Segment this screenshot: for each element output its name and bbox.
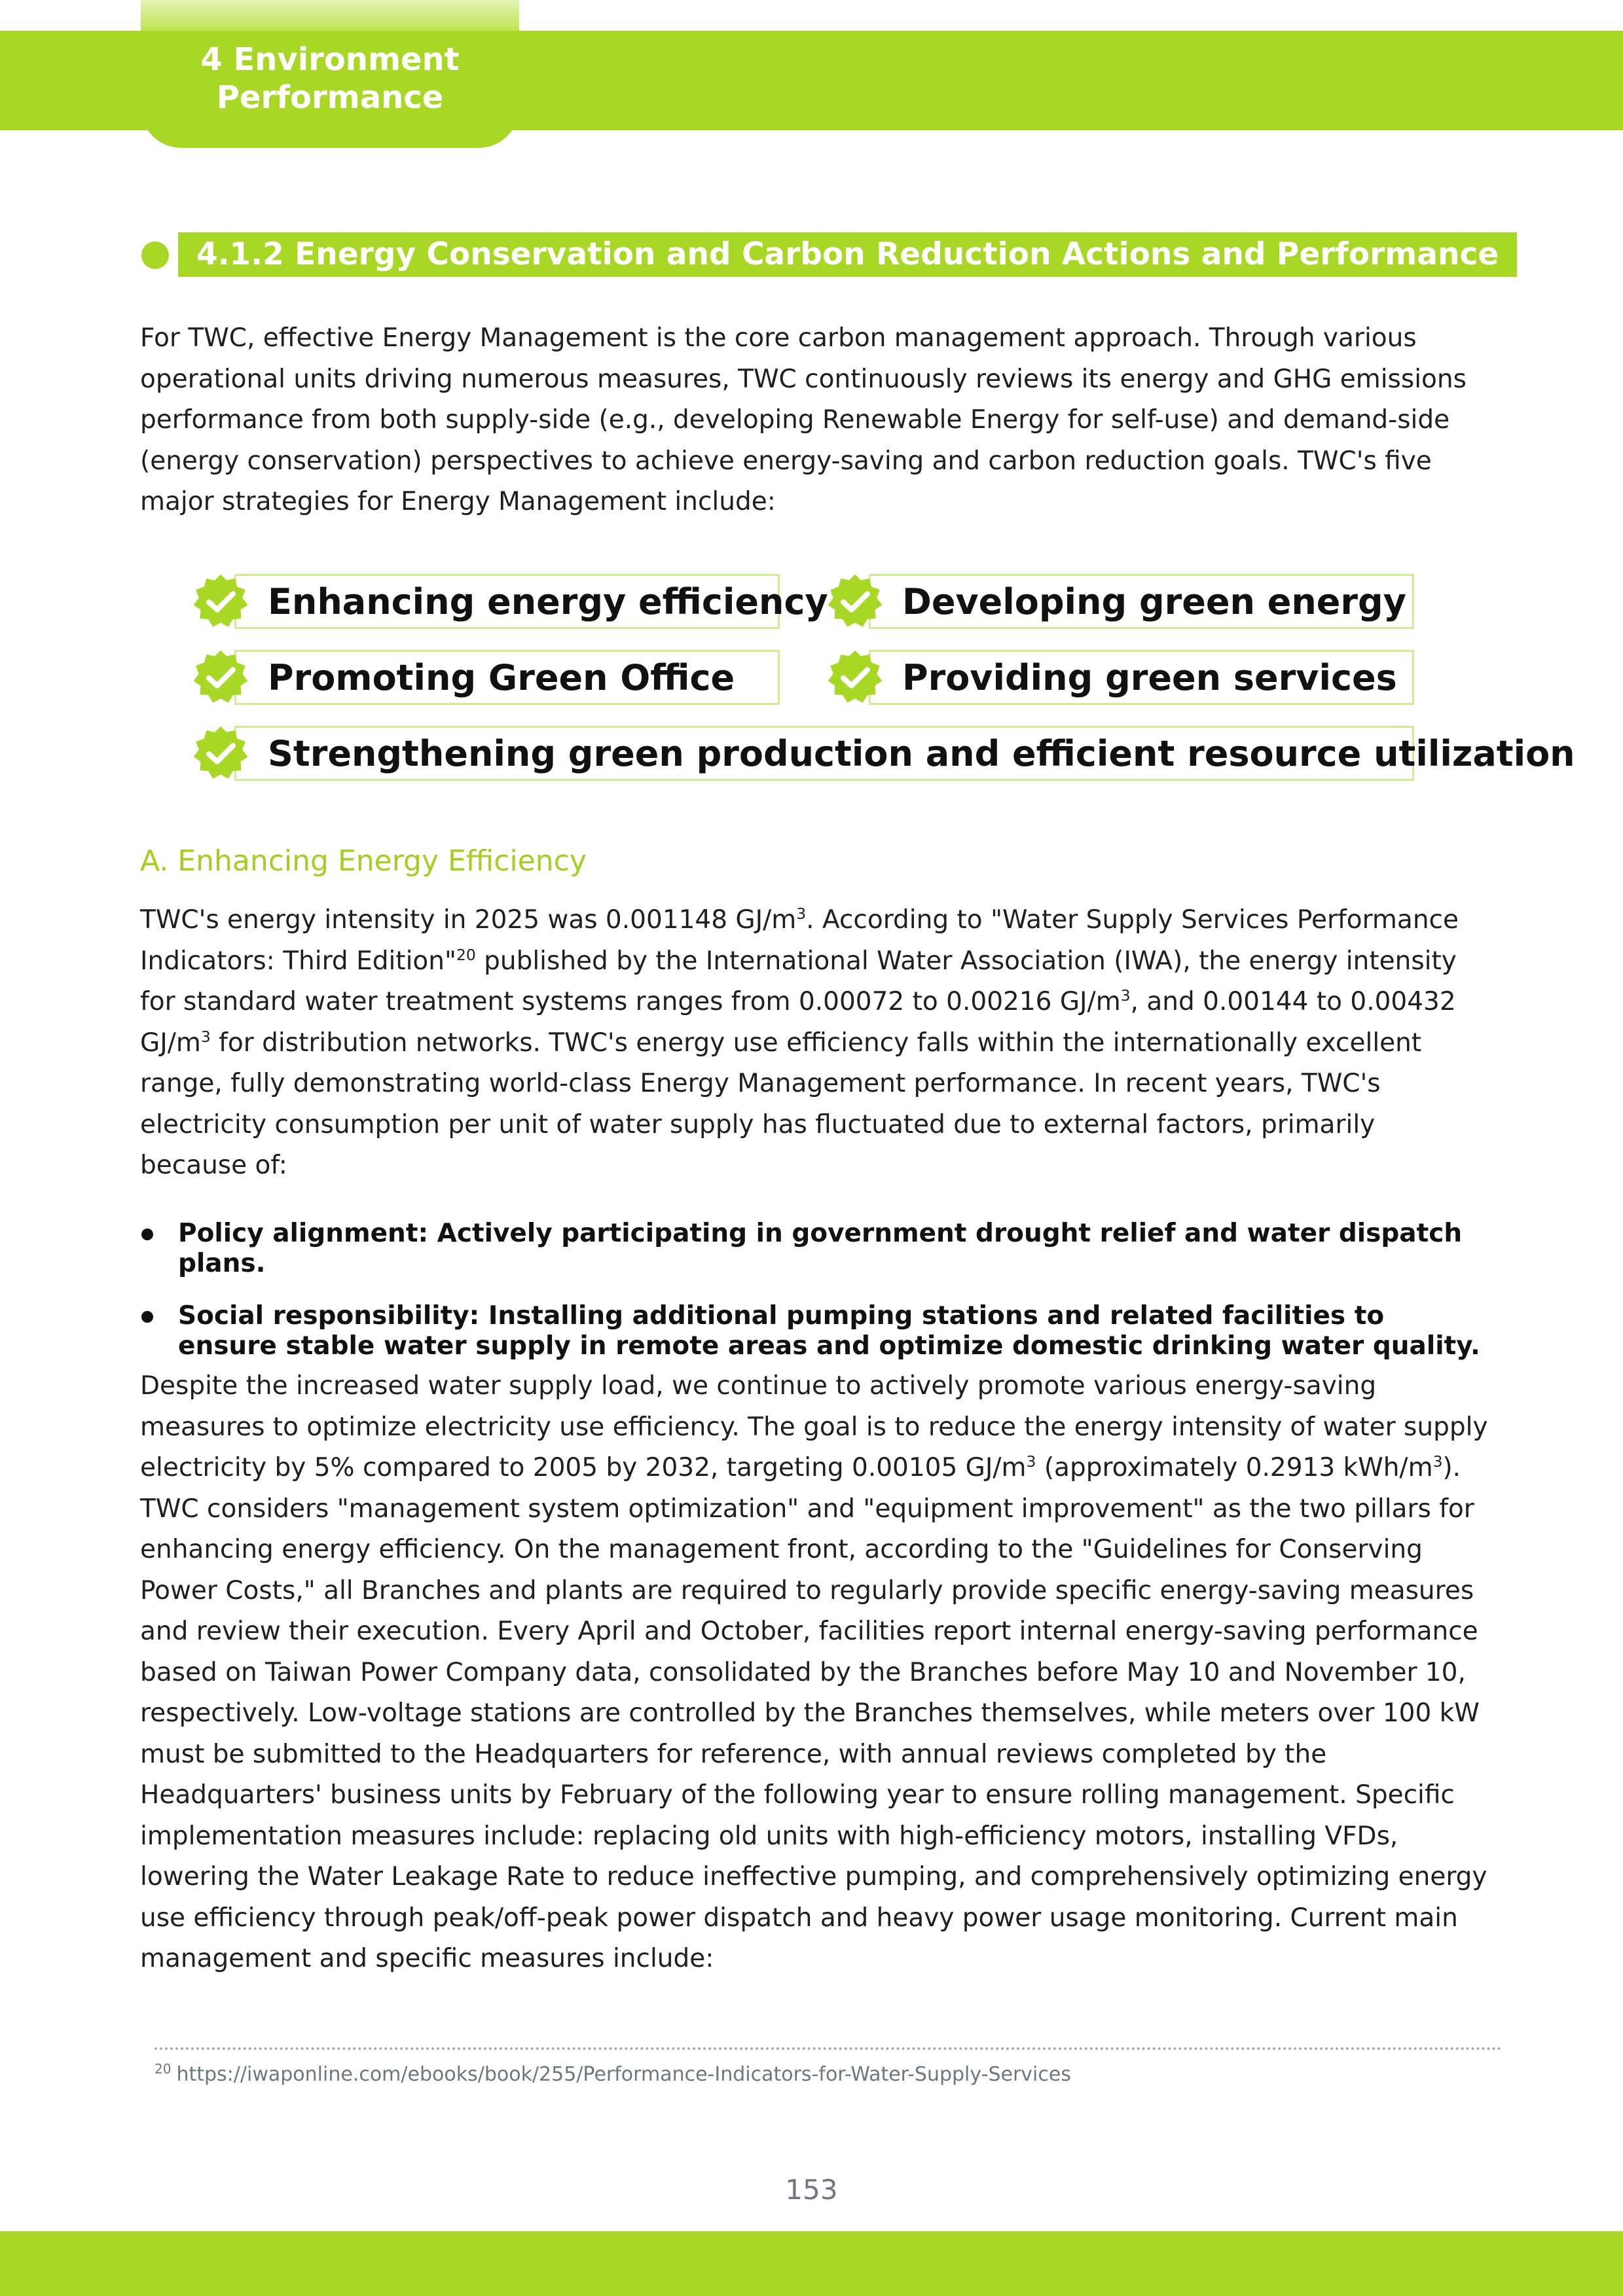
- chapter-title-line-2: Performance: [216, 79, 444, 116]
- chapter-tab-shade: [141, 0, 519, 31]
- bullet-text: Policy alignment: Actively participating in government drought relief and water dispatch plans.: [178, 1219, 1463, 1278]
- list-item: [140, 1219, 1489, 1279]
- energy-intensity-paragraph: [140, 900, 1489, 1187]
- bullet-dot: [141, 1311, 153, 1323]
- superscript: 3: [1432, 1452, 1443, 1471]
- section-heading: 4.1.2 Energy Conservation and Carbon Reduction Actions and Performance: [178, 232, 1517, 277]
- text-run: for distribution networks. TWC's energy use efficiency falls within the internationally excellent range, fully demonstrating world-class Energy Management performance. In recent years, TWC's electricity consumption per unit of water supply has fluctuated due to external factors, primarily because of:: [140, 1028, 1422, 1180]
- check-badge-icon: [826, 572, 884, 631]
- strategy-label: Promoting Green Office: [268, 657, 735, 698]
- bullet-list: [140, 1219, 1489, 1361]
- footnote-divider: [155, 2047, 1502, 2050]
- text-run: TWC's energy intensity in 2025 was 0.001148 GJ/m: [140, 905, 797, 935]
- strategy-box: [234, 726, 1575, 781]
- check-badge-icon: [826, 648, 884, 707]
- strategy-box: [869, 574, 1414, 629]
- check-badge-icon: [191, 724, 250, 783]
- intro-paragraph: For TWC, effective Energy Management is the core carbon management approach. Through various operational units driving numerous measures, TWC continuously reviews its energy and GHG emissions performance from both supply-side (e.g., developing Renewable Energy for self-use) and demand-side (energy conservation) perspectives to achieve energy-saving and carbon reduction goals. TWC's five major strategies for Energy Management include:: [140, 323, 1467, 516]
- strategy-label: Enhancing energy efficiency: [268, 581, 828, 622]
- strategy-box: [234, 574, 828, 629]
- bullet-dot: [141, 1229, 153, 1240]
- chapter-title: [141, 41, 519, 117]
- footnote: [155, 2062, 1071, 2088]
- check-badge-icon: [191, 572, 250, 631]
- text-run: Despite the increased water supply load, we continue to actively promote various energy-saving measures to optimize electricity use efficiency. The goal is to reduce the energy intensity of water supply electricity by 5% compared to 2005 by 2032, targeting 0.00105 GJ/m: [140, 1371, 1488, 1482]
- superscript: 3: [1120, 986, 1131, 1005]
- text-run: . According to "Water Supply Services Performance Indicators: Third Edition": [140, 905, 1459, 976]
- text-run: published by the International Water Association (IWA), the energy intensity for standard water treatment systems ranges from 0.00072 to 0.00216 GJ/m: [140, 946, 1457, 1016]
- strategy-label: Strengthening green production and efficient resource utilization: [268, 733, 1575, 774]
- strategy-box: [869, 650, 1414, 705]
- footnote-reference[interactable]: 20: [456, 945, 476, 964]
- text-run: (approximately 0.2913 kWh/m: [1036, 1453, 1433, 1482]
- strategy-box: [234, 650, 780, 705]
- page-number: 153: [785, 2174, 838, 2206]
- list-item: [140, 1301, 1489, 1361]
- check-badge-icon: [191, 648, 250, 707]
- chapter-title-line-1: 4 Environment: [200, 41, 460, 78]
- superscript: 3: [796, 905, 807, 923]
- section-bullet-dot: [141, 242, 169, 269]
- text-run: , and 0.00144 to 0.00432 GJ/m: [140, 987, 1456, 1058]
- footnote-link[interactable]: https://iwaponline.com/ebooks/book/255/Performance-Indicators-for-Water-Supply-Services: [176, 2063, 1071, 2086]
- footer-band: [0, 2231, 1623, 2296]
- text-run: ). TWC considers "management system optimization" and "equipment improvement" as the two pillars for enhancing energy efficiency. On the management front, according to the "Guidelines for Conserving Power Costs," all Branches and plants are required to regularly provide specific energy-saving measures and review their execution. Every April and October, facilities report internal energy-saving performance based on Taiwan Power Company data, consolidated by the Branches before May 10 and November 10, respectively. Low-voltage stations are controlled by the Branches themselves, while meters over 100 kW must be submitted to the Headquarters for reference, with annual reviews completed by the Headquarters' business units by February of the following year to ensure rolling management. Specific implementation measures include: replacing old units with high-efficiency motors, installing VFDs, lowering the Water Leakage Rate to reduce ineffective pumping, and comprehensively optimizing energy use efficiency through peak/off-peak power dispatch and heavy power usage monitoring. Current main management and specific measures include:: [140, 1453, 1487, 1973]
- strategy-label: Developing green energy: [902, 581, 1406, 622]
- strategy-label: Providing green services: [902, 657, 1397, 698]
- footnote-number: 20: [155, 2061, 172, 2077]
- superscript: 3: [200, 1027, 211, 1046]
- superscript: 3: [1026, 1452, 1036, 1471]
- energy-measures-paragraph: [140, 1366, 1489, 1980]
- subsection-heading: A. Enhancing Energy Efficiency: [140, 844, 587, 878]
- bullet-text: Social responsibility: Installing additional pumping stations and related facilities to ensure stable water supply in remote areas and optimize domestic drinking water quality.: [178, 1301, 1480, 1361]
